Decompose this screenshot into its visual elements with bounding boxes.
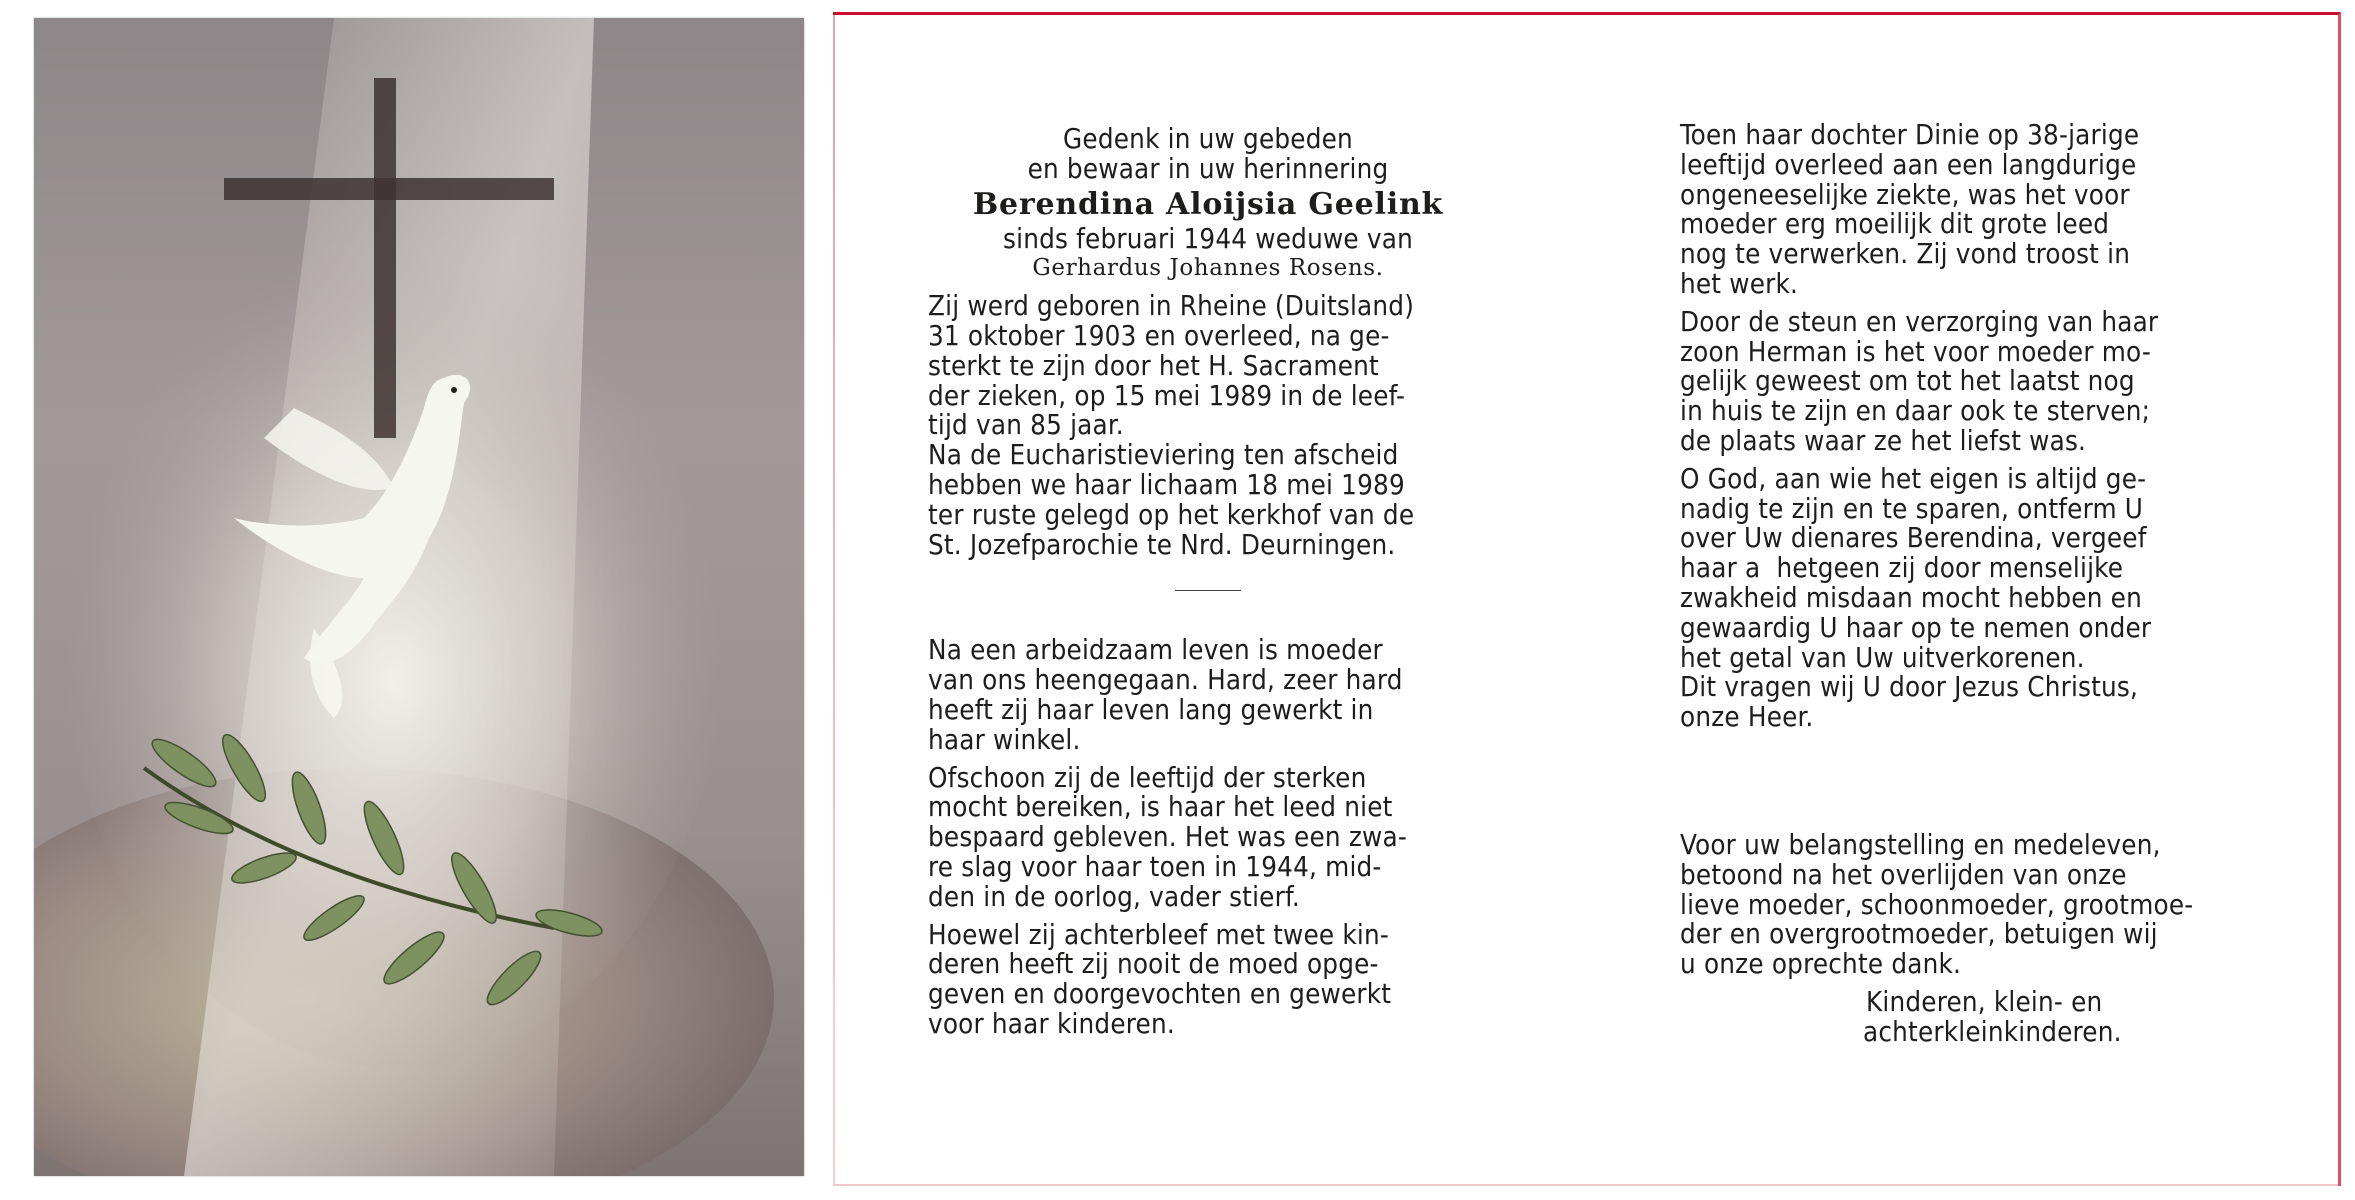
thanks-line: der en overgrootmoeder, betuigen wij: [1680, 918, 2158, 951]
paragraph-line: zoon Herman is het voor moeder mo-: [1680, 335, 2152, 368]
bio-line: St. Jozefparochie te Nrd. Deurningen.: [928, 528, 1396, 561]
paragraph-line: Toen haar dochter Dinie op 38-jarige: [1680, 119, 2140, 151]
thanks-line: u onze oprechte dank.: [1680, 948, 1962, 981]
header-line: en bewaar in uw herinnering: [1027, 152, 1389, 185]
paragraph-line: gelijk geweest om tot het laatst nog: [1680, 365, 2135, 398]
thanks-line: Voor uw belangstelling en medeleven,: [1680, 828, 2161, 861]
paragraph-line: van ons heengegaan. Hard, zeer hard: [928, 664, 1403, 697]
prayer-line: O God, aan wie het eigen is altijd ge-: [1680, 462, 2147, 495]
paragraph-line: ongeneeselijke ziekte, was het voor: [1680, 178, 2130, 211]
paragraph-line: de plaats waar ze het liefst was.: [1680, 424, 2087, 457]
paragraph-line: in huis te zijn en daar ook te sterven;: [1680, 395, 2151, 428]
paragraph-line: bespaard gebleven. Het was een zwa-: [928, 821, 1407, 854]
paragraph-line: Hoewel zij achterbleef met twee kin-: [928, 918, 1390, 951]
spouse-name: Gerhardus Johannes Rosens.: [1032, 255, 1384, 282]
header-line: Gedenk in uw gebeden: [1063, 123, 1353, 155]
right-column: [1680, 15, 2260, 1048]
paragraph-line: den in de oorlog, vader stierf.: [928, 880, 1300, 913]
prayer-line: haar a hetgeen zij door menselijke: [1680, 552, 2124, 585]
prayer-line: zwakheid misdaan mocht hebben en: [1680, 581, 2142, 614]
prayer-line: nadig te zijn en te sparen, ontferm U: [1680, 492, 2144, 525]
paragraph-line: geven en doorgevochten en gewerkt: [928, 978, 1392, 1011]
paragraph-line: deren heeft zij nooit de moed opge-: [928, 948, 1379, 981]
paragraph-line: moeder erg moeilijk dit grote leed: [1680, 208, 2110, 241]
paragraph-line: Ofschoon zij de leeftijd der sterken: [928, 761, 1367, 794]
bio-line: 31 oktober 1903 en overleed, na ge-: [928, 319, 1390, 352]
paragraph-line: mocht bereiken, is haar het leed niet: [928, 791, 1393, 824]
prayer-line: het getal van Uw uitverkorenen.: [1680, 641, 2085, 674]
prayer-line: onze Heer.: [1680, 701, 1814, 734]
prayer-line: over Uw dienares Berendina, vergeef: [1680, 522, 2147, 555]
thanks-line: lieve moeder, schoonmoeder, grootmoe-: [1680, 888, 2194, 921]
paragraph-line: het werk.: [1680, 267, 1799, 300]
paragraph-line: leeftijd overleed aan een langdurige: [1680, 148, 2137, 181]
memorial-text-card: [833, 12, 2341, 1186]
bio-line: sterkt te zijn door het H. Sacrament: [928, 349, 1379, 382]
widow-line: sinds februari 1944 weduwe van: [1003, 222, 1413, 255]
signature-line: Kinderen, klein- en: [1866, 985, 2103, 1018]
bio-line: Na de Eucharistieviering ten afscheid: [928, 439, 1399, 472]
bio-line: tijd van 85 jaar.: [928, 409, 1124, 442]
deceased-name: Berendina Aloijsia Geelink: [972, 186, 1444, 222]
prayer-line: gewaardig U haar op te nemen onder: [1680, 611, 2152, 644]
paragraph-line: Na een arbeidzaam leven is moeder: [928, 634, 1383, 667]
paragraph-line: re slag voor haar toen in 1944, mid-: [928, 850, 1382, 883]
prayer-line: Dit vragen wij U door Jezus Christus,: [1680, 671, 2139, 704]
paragraph-line: haar winkel.: [928, 723, 1081, 756]
paragraph-line: nog te verwerken. Zij vond troost in: [1680, 238, 2131, 271]
bio-line: Zij werd geboren in Rheine (Duitsland): [928, 290, 1415, 323]
thanks-line: betoond na het overlijden van onze: [1680, 858, 2127, 891]
bio-line: hebben we haar lichaam 18 mei 1989: [928, 468, 1405, 501]
bio-line: ter ruste gelegd op het kerkhof van de: [928, 498, 1415, 531]
bio-line: der zieken, op 15 mei 1989 in de leef-: [928, 379, 1406, 412]
left-column: [928, 15, 1488, 1040]
paragraph-line: Door de steun en verzorging van haar: [1680, 305, 2159, 338]
paragraph-line: voor haar kinderen.: [928, 1007, 1175, 1040]
memorial-illustration: [34, 18, 804, 1176]
illustration-card: [34, 18, 804, 1176]
signature-line: achterkleinkinderen.: [1863, 1015, 2122, 1048]
paragraph-line: heeft zij haar leven lang gewerkt in: [928, 693, 1374, 726]
